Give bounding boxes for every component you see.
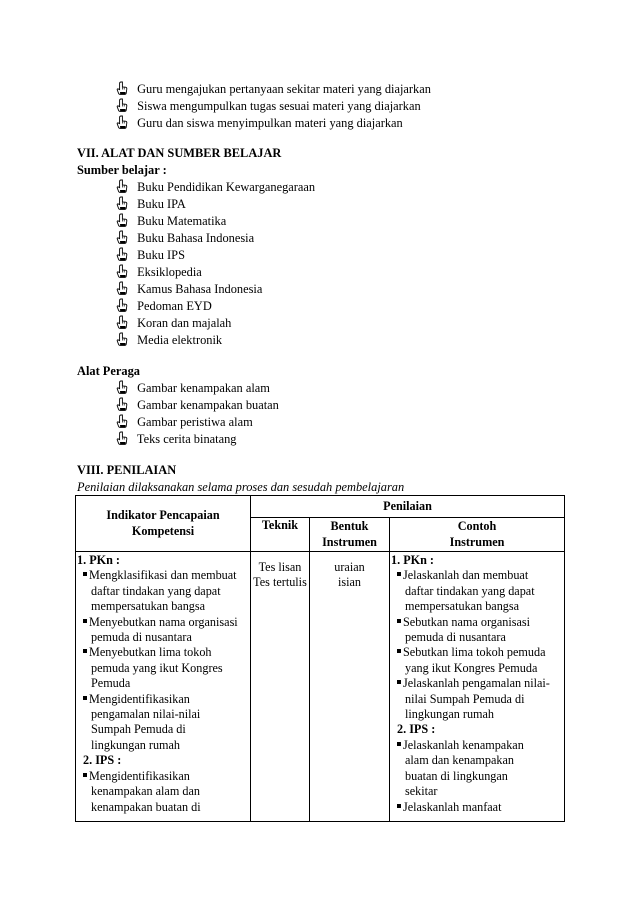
bullet-item-text: lingkungan rumah — [405, 707, 495, 722]
square-bullet-icon — [83, 572, 87, 576]
list-item-text: Buku Pendidikan Kewarganegaraan — [137, 180, 316, 194]
pointing-hand-icon — [116, 264, 128, 278]
list-item — [116, 230, 254, 246]
list-item-text: Gambar peristiwa alam — [137, 415, 253, 429]
header-contoh-line2: Instrumen — [449, 534, 505, 549]
bullet-item-text: Menyebutkan lima tokoh — [89, 645, 212, 660]
bullet-item-text: mempersatukan bangsa — [405, 599, 520, 614]
pointing-hand-icon — [116, 431, 128, 445]
header-teknik — [251, 518, 310, 552]
bullet-item-text: Jelaskanlah dan membuat — [403, 568, 529, 583]
bullet-item — [391, 645, 563, 676]
list-item — [116, 264, 202, 280]
header-indikator-line1: Indikator Pencapaian — [106, 508, 220, 523]
square-bullet-icon — [397, 619, 401, 623]
bullet-item — [77, 769, 249, 815]
pointing-hand-icon — [116, 298, 128, 312]
pointing-hand-icon — [116, 196, 128, 210]
indikator-pkn-title: 1. PKn : — [77, 553, 120, 567]
square-bullet-icon — [397, 649, 401, 653]
square-bullet-icon — [397, 572, 401, 576]
list-item — [116, 431, 236, 447]
bullet-item-text: Menyebutkan nama organisasi — [89, 614, 238, 629]
bullet-item-text: pemuda di nusantara — [405, 630, 506, 645]
list-item — [116, 315, 231, 331]
list-item — [116, 298, 212, 314]
bullet-item-text: Jelaskanlah kenampakan — [403, 737, 524, 752]
list-item-text: Media elektronik — [137, 333, 223, 347]
pointing-hand-icon — [116, 315, 128, 329]
pointing-hand-icon — [116, 247, 128, 261]
bullet-item-text: kenampakan alam dan — [91, 784, 200, 799]
list-item — [116, 179, 315, 195]
square-bullet-icon — [397, 804, 401, 808]
bullet-item-text: Jelaskanlah pengamalan nilai- — [403, 676, 550, 691]
header-bentuk-line2: Instrumen — [322, 534, 377, 549]
square-bullet-icon — [83, 619, 87, 623]
pointing-hand-icon — [116, 414, 128, 428]
bullet-item — [391, 800, 563, 815]
bentuk-value: uraian — [334, 560, 365, 574]
header-bentuk-line1: Bentuk — [330, 519, 369, 534]
sumber-belajar-title: Sumber belajar : — [77, 163, 167, 177]
list-item-text: Gambar kenampakan buatan — [137, 398, 279, 412]
square-bullet-icon — [83, 696, 87, 700]
list-item — [116, 247, 185, 263]
bullet-item-text: pemuda di nusantara — [91, 630, 192, 645]
cell-teknik — [251, 552, 310, 822]
header-teknik-text: Teknik — [261, 518, 299, 532]
pointing-hand-icon — [116, 115, 128, 129]
bullet-item-text: buatan di lingkungan — [405, 768, 508, 783]
pointing-hand-icon — [116, 213, 128, 227]
list-item — [116, 414, 253, 430]
teknik-value: Tes lisan — [258, 560, 302, 574]
cell-contoh — [390, 552, 565, 822]
list-item-text: Teks cerita binatang — [136, 432, 237, 446]
header-penilaian: Penilaian — [251, 496, 565, 518]
bullet-item-text: pemuda yang ikut Kongres — [91, 660, 223, 675]
bullet-item — [391, 738, 563, 800]
bullet-item-text: Mengklasifikasi dan membuat — [89, 568, 237, 583]
list-item — [116, 281, 262, 297]
header-contoh-line1: Contoh — [457, 519, 497, 534]
pointing-hand-icon — [116, 281, 128, 295]
bullet-item-text: Sumpah Pemuda di — [91, 722, 186, 737]
bullet-item-text: sekitar — [405, 784, 438, 799]
square-bullet-icon — [397, 742, 401, 746]
indikator-ips-title: 2. IPS : — [83, 753, 122, 768]
bullet-item-text: nilai Sumpah Pemuda di — [405, 691, 525, 706]
square-bullet-icon — [83, 649, 87, 653]
penilaian-table — [75, 495, 565, 822]
bullet-item-text: daftar tindakan yang dapat — [91, 583, 221, 598]
bullet-item — [77, 615, 249, 646]
list-item — [116, 196, 186, 212]
list-item-text: Siswa mengumpulkan tugas sesuai materi yang diajarkan — [137, 99, 421, 113]
cell-bentuk — [310, 552, 390, 822]
penilaian-subtitle: Penilaian dilaksanakan selama proses dan sesudah pembelajaran — [77, 480, 405, 494]
contoh-ips-title: 2. IPS : — [397, 722, 436, 737]
list-item — [116, 213, 226, 229]
alat-peraga-title: Alat Peraga — [77, 364, 140, 378]
bullet-item-text: Sebutkan lima tokoh pemuda — [403, 645, 546, 660]
bullet-item-text: Mengidentifikasikan — [89, 691, 190, 706]
bullet-item-text: alam dan kenampakan — [405, 753, 514, 768]
bullet-item-text: mempersatukan bangsa — [91, 599, 206, 614]
bullet-item — [77, 568, 249, 614]
list-item-text: Kamus Bahasa Indonesia — [137, 282, 263, 296]
pointing-hand-icon — [116, 81, 128, 95]
contoh-pkn-title: 1. PKn : — [391, 553, 434, 567]
pointing-hand-icon — [116, 179, 128, 193]
bullet-item-text: pengamalan nilai-nilai — [91, 707, 201, 722]
cell-indikator — [76, 552, 251, 822]
list-item-text: Buku Bahasa Indonesia — [137, 231, 255, 245]
section-viii-title: VIII. PENILAIAN — [77, 463, 177, 477]
list-item — [116, 380, 270, 396]
pointing-hand-icon — [116, 230, 128, 244]
list-item — [116, 332, 222, 348]
header-indikator — [76, 496, 251, 552]
list-item-text: Eksiklopedia — [137, 265, 202, 279]
header-indikator-line2: Kompetensi — [131, 523, 195, 538]
section-vii-title: VII. ALAT DAN SUMBER BELAJAR — [77, 146, 282, 160]
square-bullet-icon — [397, 680, 401, 684]
pointing-hand-icon — [116, 332, 128, 346]
bullet-item — [391, 615, 563, 646]
bullet-item-text: Pemuda — [91, 676, 131, 691]
list-item-text: Guru mengajukan pertanyaan sekitar materi yang diajarkan — [137, 82, 431, 96]
list-item-text: Gambar kenampakan alam — [137, 381, 270, 395]
bullet-item-text: yang ikut Kongres Pemuda — [405, 660, 538, 675]
header-bentuk — [310, 518, 390, 552]
bentuk-value: isian — [337, 575, 362, 590]
bullet-item — [77, 645, 249, 691]
list-item-text: Guru dan siswa menyimpulkan materi yang diajarkan — [137, 116, 403, 130]
square-bullet-icon — [83, 773, 87, 777]
list-item-text: Buku IPS — [137, 248, 185, 262]
list-item — [116, 81, 431, 97]
list-item-text: Buku Matematika — [137, 214, 227, 228]
list-item — [116, 115, 403, 131]
pointing-hand-icon — [116, 380, 128, 394]
header-contoh — [390, 518, 565, 552]
bullet-item-text: lingkungan rumah — [91, 737, 181, 752]
pointing-hand-icon — [116, 397, 128, 411]
bullet-item-text: kenampakan buatan di — [91, 799, 201, 814]
list-item-text: Pedoman EYD — [137, 299, 212, 313]
bullet-item — [391, 676, 563, 722]
bullet-item-text: Mengidentifikasikan — [89, 768, 190, 783]
list-item — [116, 98, 421, 114]
bullet-item — [391, 568, 563, 614]
bullet-item-text: daftar tindakan yang dapat — [405, 583, 535, 598]
list-item — [116, 397, 279, 413]
list-item-text: Koran dan majalah — [137, 316, 232, 330]
teknik-value: Tes tertulis — [253, 575, 307, 590]
bullet-item-text: Jelaskanlah manfaat — [403, 799, 502, 814]
pointing-hand-icon — [116, 98, 128, 112]
list-item-text: Buku IPA — [137, 197, 186, 211]
bullet-item-text: Sebutkan nama organisasi — [403, 614, 531, 629]
bullet-item — [77, 692, 249, 754]
